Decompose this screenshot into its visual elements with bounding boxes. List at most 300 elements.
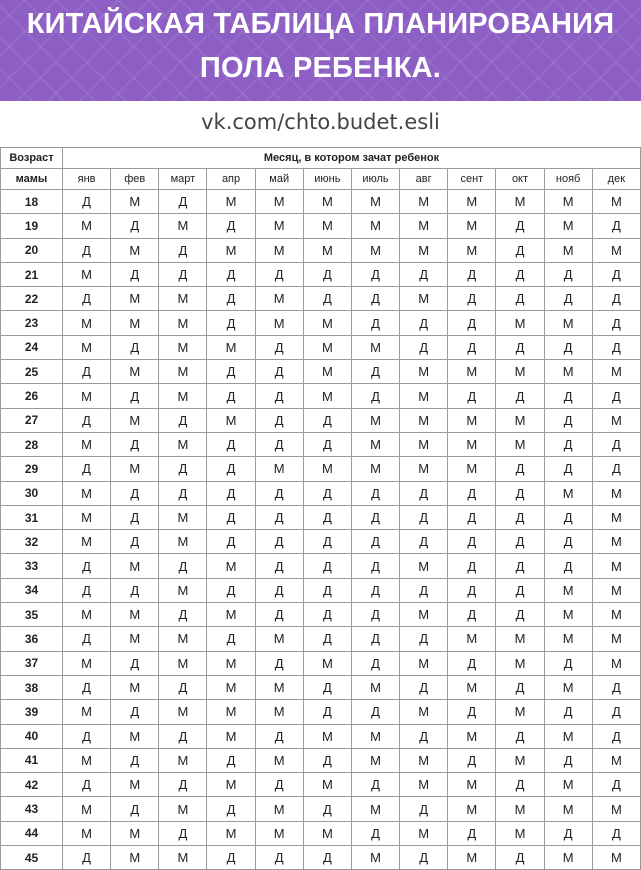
table-row [1,627,641,651]
gender-cell: Д [207,287,255,311]
gender-cell: Д [496,554,544,578]
gender-cell: Д [496,773,544,797]
gender-cell: Д [592,262,640,286]
gender-cell: М [63,384,111,408]
gender-cell: Д [448,530,496,554]
gender-cell: Д [207,457,255,481]
gender-cell: Д [544,554,592,578]
gender-cell: М [496,700,544,724]
gender-cell: М [351,457,399,481]
gender-cell: Д [448,578,496,602]
gender-cell: М [592,238,640,262]
gender-cell: Д [207,578,255,602]
gender-cell: М [63,311,111,335]
gender-cell: Д [255,360,303,384]
gender-cell: Д [448,748,496,772]
gender-cell: М [400,821,448,845]
gender-cell: Д [111,335,159,359]
gender-cell: Д [592,724,640,748]
gender-cell: М [592,481,640,505]
gender-cell: Д [63,846,111,870]
gender-cell: М [496,190,544,214]
gender-cell: Д [303,700,351,724]
gender-cell: М [159,627,207,651]
gender-cell: Д [303,287,351,311]
gender-cell: М [255,821,303,845]
gender-cell: Д [207,627,255,651]
gender-cell: Д [111,384,159,408]
gender-cell: М [255,700,303,724]
gender-cell: Д [496,335,544,359]
mother-age-cell: 44 [1,821,63,845]
gender-cell: Д [159,238,207,262]
gender-cell: Д [111,505,159,529]
mother-age-cell: 45 [1,846,63,870]
gender-cell: М [159,530,207,554]
gender-cell: Д [207,481,255,505]
gender-cell: М [400,603,448,627]
gender-cell: Д [496,287,544,311]
gender-cell: М [544,627,592,651]
mother-age-cell: 24 [1,335,63,359]
gender-cell: Д [351,773,399,797]
gender-cell: М [63,603,111,627]
gender-cell: М [63,262,111,286]
gender-cell: Д [544,700,592,724]
gender-cell: Д [159,773,207,797]
gender-cell: М [544,214,592,238]
gender-cell: М [159,214,207,238]
mother-age-cell: 34 [1,578,63,602]
gender-cell: М [400,190,448,214]
gender-cell: Д [255,651,303,675]
gender-cell: М [255,627,303,651]
gender-cell: Д [63,360,111,384]
month-header-cell: авг [400,169,448,190]
gender-cell: Д [63,238,111,262]
gender-cell: Д [544,287,592,311]
gender-cell: М [111,724,159,748]
gender-cell: Д [63,408,111,432]
gender-cell: Д [496,675,544,699]
gender-cell: М [592,603,640,627]
gender-cell: М [159,846,207,870]
gender-cell: Д [351,530,399,554]
month-header-cell: дек [592,169,640,190]
gender-cell: Д [496,262,544,286]
gender-cell: М [544,360,592,384]
gender-cell: Д [351,578,399,602]
gender-cell: М [496,432,544,456]
month-header-cell: май [255,169,303,190]
gender-cell: Д [592,457,640,481]
gender-cell: М [592,578,640,602]
gender-cell: М [63,335,111,359]
gender-cell: М [255,675,303,699]
gender-cell: Д [448,481,496,505]
gender-cell: М [255,214,303,238]
gender-cell: М [544,481,592,505]
table-row [1,846,641,870]
gender-cell: Д [63,457,111,481]
gender-cell: М [400,384,448,408]
table-row [1,797,641,821]
gender-cell: Д [544,505,592,529]
gender-cell: М [496,408,544,432]
gender-cell: М [303,214,351,238]
gender-cell: М [207,724,255,748]
gender-cell: М [351,335,399,359]
gender-cell: Д [351,481,399,505]
gender-cell: Д [303,627,351,651]
gender-cell: М [63,432,111,456]
gender-cell: М [255,797,303,821]
gender-cell: М [159,360,207,384]
gender-cell: Д [303,797,351,821]
gender-cell: М [400,773,448,797]
gender-cell: Д [111,530,159,554]
gender-cell: М [159,651,207,675]
gender-cell: М [448,360,496,384]
gender-cell: М [207,335,255,359]
mother-age-cell: 33 [1,554,63,578]
gender-cell: М [303,238,351,262]
table-row [1,651,641,675]
month-header-cell: март [159,169,207,190]
gender-cell: Д [351,821,399,845]
gender-cell: Д [303,578,351,602]
mother-age-cell: 32 [1,530,63,554]
table-row [1,603,641,627]
month-header-cell: июнь [303,169,351,190]
gender-cell: М [592,554,640,578]
gender-cell: Д [496,846,544,870]
gender-cell: Д [111,797,159,821]
table-row [1,773,641,797]
gender-cell: М [448,190,496,214]
gender-cell: М [592,797,640,821]
gender-cell: М [400,748,448,772]
title-banner [0,0,641,101]
gender-cell: М [544,578,592,602]
table-row [1,700,641,724]
gender-cell: Д [303,846,351,870]
gender-cell: Д [351,700,399,724]
gender-cell: Д [496,238,544,262]
mother-age-cell: 40 [1,724,63,748]
gender-cell: Д [351,627,399,651]
gender-cell: Д [592,773,640,797]
month-header-cell: нояб [544,169,592,190]
month-header-cell: апр [207,169,255,190]
gender-cell: М [351,214,399,238]
table-row [1,262,641,286]
gender-cell: М [255,311,303,335]
gender-cell: М [351,190,399,214]
gender-cell: Д [496,530,544,554]
gender-cell: М [544,797,592,821]
gender-cell: М [111,554,159,578]
gender-cell: М [303,821,351,845]
gender-cell: М [400,432,448,456]
gender-cell: М [159,578,207,602]
gender-cell: М [111,603,159,627]
gender-cell: Д [303,748,351,772]
mother-age-cell: 30 [1,481,63,505]
gender-cell: М [303,773,351,797]
gender-cell: М [159,505,207,529]
gender-cell: М [303,651,351,675]
gender-cell: М [63,530,111,554]
gender-cell: Д [592,214,640,238]
gender-cell: М [592,530,640,554]
gender-cell: Д [448,603,496,627]
gender-cell: Д [63,773,111,797]
gender-cell: Д [207,432,255,456]
gender-cell: М [111,311,159,335]
gender-cell: М [111,457,159,481]
gender-cell: Д [496,384,544,408]
month-header-cell: июль [351,169,399,190]
table-row [1,724,641,748]
gender-cell: Д [496,481,544,505]
gender-cell: Д [207,748,255,772]
gender-cell: Д [255,432,303,456]
gender-cell: Д [111,651,159,675]
table-row [1,384,641,408]
gender-cell: Д [303,408,351,432]
gender-cell: М [496,821,544,845]
gender-cell: Д [351,505,399,529]
gender-cell: Д [207,214,255,238]
gender-cell: М [255,238,303,262]
gender-cell: Д [448,335,496,359]
gender-cell: М [592,505,640,529]
gender-cell: Д [351,287,399,311]
gender-cell: М [255,287,303,311]
gender-cell: Д [255,408,303,432]
gender-cell: М [207,700,255,724]
gender-cell: Д [303,262,351,286]
mother-age-cell: 39 [1,700,63,724]
gender-cell: Д [400,846,448,870]
gender-cell: М [303,311,351,335]
gender-cell: М [111,190,159,214]
gender-cell: Д [592,700,640,724]
gender-cell: Д [207,797,255,821]
gender-cell: Д [448,505,496,529]
gender-cell: Д [400,530,448,554]
gender-cell: Д [496,505,544,529]
gender-cell: М [63,651,111,675]
age-header-top: Возраст [1,148,63,169]
gender-cell: М [448,457,496,481]
mother-age-cell: 42 [1,773,63,797]
gender-cell: М [303,724,351,748]
gender-cell: Д [159,724,207,748]
gender-cell: М [63,821,111,845]
gender-cell: М [448,408,496,432]
gender-cell: Д [544,335,592,359]
gender-cell: Д [255,530,303,554]
gender-cell: М [303,335,351,359]
age-header-bottom: мамы [1,169,63,190]
gender-cell: М [544,675,592,699]
gender-cell: Д [592,432,640,456]
gender-cell: М [592,748,640,772]
table-row [1,748,641,772]
gender-cell: М [400,360,448,384]
gender-cell: М [448,432,496,456]
gender-cell: Д [111,578,159,602]
gender-cell: М [351,675,399,699]
gender-cell: М [207,675,255,699]
gender-cell: М [255,457,303,481]
gender-cell: М [159,335,207,359]
gender-cell: М [448,214,496,238]
table-row [1,554,641,578]
gender-cell: Д [544,432,592,456]
month-header-cell: фев [111,169,159,190]
gender-cell: Д [400,481,448,505]
gender-cell: М [544,238,592,262]
gender-cell: Д [544,408,592,432]
mother-age-cell: 35 [1,603,63,627]
gender-cell: М [400,408,448,432]
mother-age-cell: 37 [1,651,63,675]
gender-cell: Д [303,432,351,456]
gender-cell: Д [63,554,111,578]
gender-cell: М [303,457,351,481]
gender-cell: Д [448,287,496,311]
gender-cell: М [159,311,207,335]
gender-cell: Д [255,846,303,870]
gender-cell: Д [111,748,159,772]
gender-cell: М [159,432,207,456]
gender-cell: М [111,408,159,432]
gender-cell: Д [592,384,640,408]
gender-cell: М [63,797,111,821]
gender-cell: Д [400,724,448,748]
gender-cell: М [111,287,159,311]
gender-cell: М [63,748,111,772]
gender-cell: Д [207,311,255,335]
mother-age-cell: 23 [1,311,63,335]
gender-cell: Д [255,481,303,505]
gender-cell: Д [159,190,207,214]
gender-cell: Д [207,384,255,408]
gender-cell: Д [63,190,111,214]
gender-cell: Д [448,384,496,408]
gender-cell: М [111,627,159,651]
gender-cell: Д [351,384,399,408]
gender-cell: М [351,238,399,262]
gender-cell: Д [159,603,207,627]
gender-cell: Д [111,214,159,238]
gender-cell: Д [351,262,399,286]
gender-cell: М [496,311,544,335]
gender-cell: Д [255,384,303,408]
gender-cell: М [207,238,255,262]
gender-cell: М [592,651,640,675]
gender-cell: М [592,190,640,214]
gender-cell: М [448,773,496,797]
gender-cell: М [544,190,592,214]
gender-cell: М [592,360,640,384]
gender-cell: Д [207,262,255,286]
gender-cell: Д [496,214,544,238]
gender-cell: Д [351,603,399,627]
gender-cell: М [448,627,496,651]
table-row [1,675,641,699]
month-header-cell: окт [496,169,544,190]
gender-cell: Д [544,748,592,772]
gender-cell: М [111,360,159,384]
gender-cell: Д [592,675,640,699]
table-row [1,190,641,214]
gender-cell: М [496,651,544,675]
gender-cell: М [400,238,448,262]
gender-cell: Д [207,360,255,384]
gender-cell: М [255,190,303,214]
table-row [1,311,641,335]
gender-planning-table [0,147,641,870]
gender-cell: М [400,287,448,311]
mother-age-cell: 27 [1,408,63,432]
gender-cell: Д [592,821,640,845]
gender-cell: М [111,846,159,870]
gender-cell: М [496,797,544,821]
table-row [1,530,641,554]
gender-cell: Д [63,578,111,602]
gender-cell: Д [544,651,592,675]
gender-cell: М [207,554,255,578]
gender-cell: Д [448,554,496,578]
gender-cell: М [207,408,255,432]
table-row [1,505,641,529]
gender-cell: Д [159,821,207,845]
gender-cell: М [544,724,592,748]
gender-cell: М [400,214,448,238]
month-header: Месяц, в котором зачат ребенок [63,148,641,169]
gender-cell: Д [400,797,448,821]
gender-cell: Д [400,262,448,286]
gender-cell: М [207,821,255,845]
gender-cell: Д [303,530,351,554]
gender-cell: Д [255,505,303,529]
gender-cell: М [544,846,592,870]
gender-cell: М [448,675,496,699]
gender-cell: Д [592,335,640,359]
gender-cell: М [351,408,399,432]
gender-cell: Д [159,554,207,578]
table-row [1,238,641,262]
gender-cell: Д [159,408,207,432]
gender-cell: Д [159,457,207,481]
table-row [1,578,641,602]
gender-cell: М [351,748,399,772]
gender-cell: М [592,408,640,432]
gender-cell: Д [303,603,351,627]
gender-cell: М [63,214,111,238]
gender-cell: Д [544,262,592,286]
month-header-cell: сент [448,169,496,190]
mother-age-cell: 19 [1,214,63,238]
gender-cell: М [448,724,496,748]
gender-cell: М [207,603,255,627]
mother-age-cell: 43 [1,797,63,821]
gender-cell: Д [448,700,496,724]
